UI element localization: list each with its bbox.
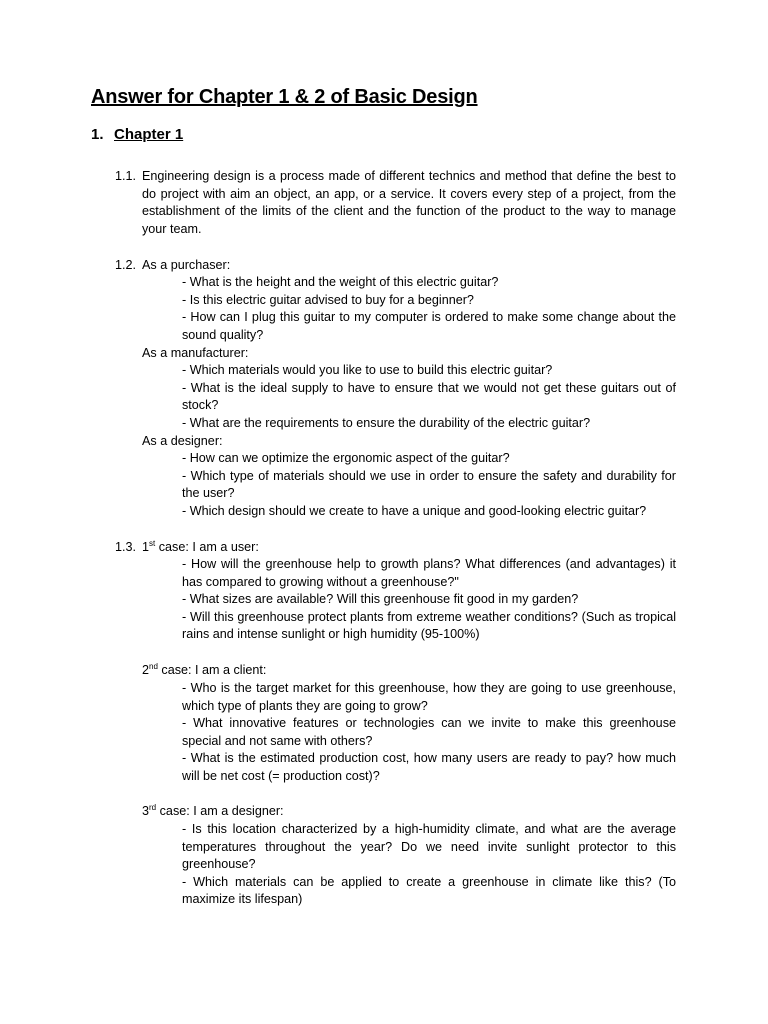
- designer-question: - Which type of materials should we use in order to ensure the safety and durability for the user?: [182, 468, 676, 501]
- section-1-2-number: 1.2.: [115, 258, 137, 272]
- document-title: Answer for Chapter 1 & 2 of Basic Design: [91, 86, 478, 108]
- section-1-3-number: 1.3.: [115, 540, 137, 554]
- case-3-label: [142, 803, 676, 821]
- case-1-ordinal: 1: [142, 540, 150, 554]
- case-1-suffix: st: [149, 539, 156, 548]
- purchaser-question: - What is the height and the weight of this electric guitar?: [182, 275, 499, 289]
- purchaser-question: - How can I plug this guitar to my computer is ordered to make some change about the sound quality?: [182, 310, 676, 342]
- designer-case-questions: [182, 821, 676, 909]
- purchaser-label: As a purchaser:: [142, 258, 231, 272]
- case-3-text: case: I am a designer:: [156, 804, 284, 818]
- designer-questions: [182, 450, 676, 520]
- case-3-suffix: rd: [149, 803, 157, 812]
- client-questions: [182, 680, 676, 786]
- case-2-ordinal: 2: [142, 663, 150, 677]
- case-1-text: case: I am a user:: [155, 540, 259, 554]
- user-question: - What sizes are available? Will this greenhouse fit good in my garden?: [182, 592, 579, 607]
- section-1-1-number: 1.1.: [115, 169, 137, 183]
- user-question: - Will this greenhouse protect plants from extreme weather conditions? (Such as tropical rains and intense sunlight or high humidity (95-100%): [182, 609, 676, 642]
- purchaser-question: - Is this electric guitar advised to buy for a beginner?: [182, 292, 474, 307]
- designer-case-question: - Is this location characterized by a high-humidity climate, and what are the average temperatures throughout the year? Do we need invite sunlight protector to this greenhouse?: [182, 822, 676, 872]
- section-1-1-text: Engineering design is a process made of different technics and method that define the best to do project with aim an object, an app, or a service. It covers every step of a project, from the establishment of the limits of the client and the function of the product to the way to manage your team.: [142, 169, 676, 236]
- designer-label: As a designer:: [142, 434, 223, 448]
- user-question: - How will the greenhouse help to growth plans? What differences (and advantages) it has compared to growing without a greenhouse?": [182, 557, 676, 589]
- case-3-ordinal: 3: [142, 804, 150, 818]
- designer-question: - Which design should we create to have a unique and good-looking electric guitar?: [182, 503, 647, 518]
- manufacturer-question: - What are the requirements to ensure the durability of the electric guitar?: [182, 415, 591, 430]
- manufacturer-questions: [182, 362, 676, 432]
- purchaser-questions: [182, 274, 676, 344]
- client-question: - Who is the target market for this greenhouse, how they are going to use greenhouse, which type of plants they are going to grow?: [182, 681, 676, 713]
- designer-case-question: - Which materials can be applied to create a greenhouse in climate like this? (To maximize its lifespan): [182, 874, 676, 907]
- chapter-number: 1.: [91, 126, 104, 143]
- client-question: - What is the estimated production cost, how many users are ready to pay? how much will be net cost (= production cost)?: [182, 751, 676, 783]
- manufacturer-question: - Which materials would you like to use to build this electric guitar?: [182, 363, 553, 377]
- chapter-title: Chapter 1: [114, 126, 184, 143]
- manufacturer-question: - What is the ideal supply to have to ensure that we would not get these guitars out of stock?: [182, 380, 676, 413]
- designer-question: - How can we optimize the ergonomic aspect of the guitar?: [182, 451, 510, 465]
- user-questions: [182, 556, 676, 644]
- client-question: - What innovative features or technologies can we invite to make this greenhouse special and not same with others?: [182, 716, 676, 748]
- case-2-label: [142, 662, 676, 680]
- manufacturer-label: As a manufacturer:: [142, 346, 249, 360]
- case-2-text: case: I am a client:: [157, 663, 267, 677]
- case-1-label: [142, 539, 676, 557]
- case-2-suffix: nd: [149, 662, 158, 671]
